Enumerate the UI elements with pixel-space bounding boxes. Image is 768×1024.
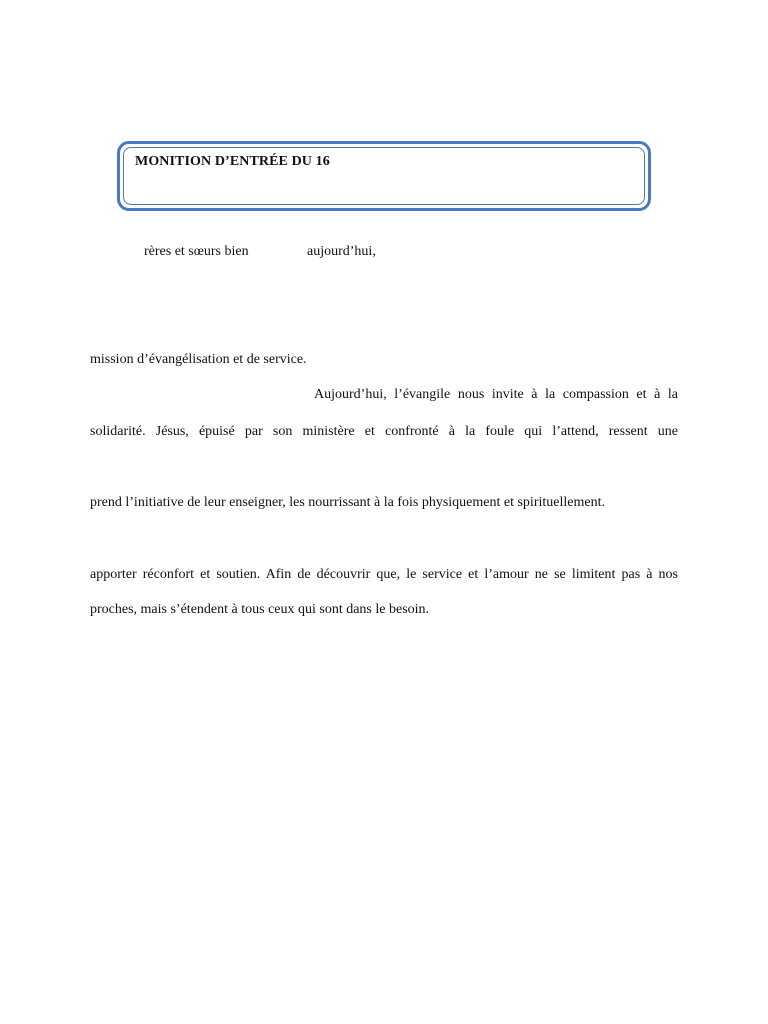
text-line-6: apporter réconfort et soutien. Afin de découvrir que, le service et l’amour ne se limitent pas à nos — [90, 567, 678, 582]
text-line-1b: aujourd’hui, — [307, 244, 376, 259]
text-line-1a: rères et sœurs bien — [144, 244, 249, 259]
text-line-7: proches, mais s’étendent à tous ceux qui sont dans le besoin. — [90, 602, 430, 617]
text-line-5: prend l’initiative de leur enseigner, les nourrissant à la fois physiquement et spirituellement. — [90, 495, 605, 510]
text-line-3: Aujourd’hui, l’évangile nous invite à la compassion et à la — [314, 387, 678, 402]
document-title: MONITION D’ENTRÉE DU 16 — [135, 154, 330, 169]
text-line-4: solidarité. Jésus, épuisé par son ministère et confronté à la foule qui l’attend, ressent une — [90, 424, 678, 439]
title-frame — [117, 141, 651, 211]
text-line-2: mission d’évangélisation et de service. — [90, 352, 307, 367]
